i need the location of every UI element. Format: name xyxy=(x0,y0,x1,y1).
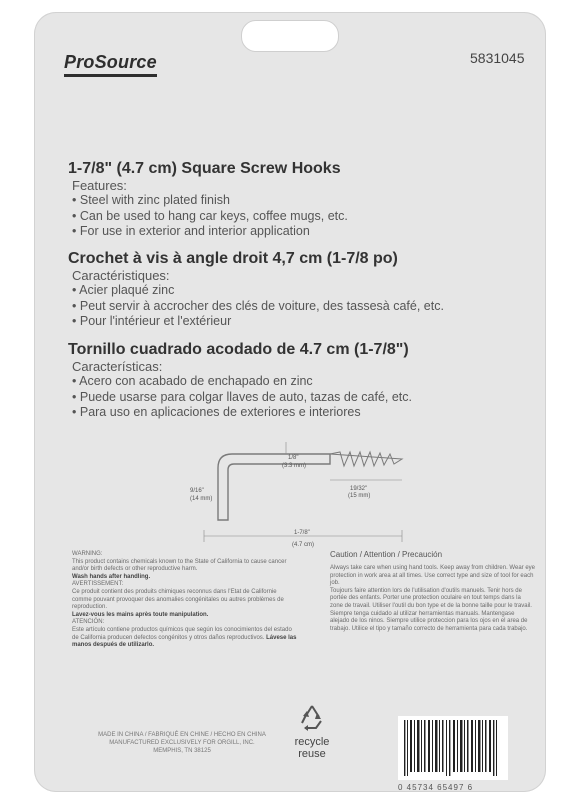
warning-fr-label: AVERTISSEMENT: xyxy=(72,581,124,588)
brand-logo: ProSource xyxy=(64,52,157,77)
spanish-feature-list xyxy=(68,374,538,421)
reuse-label: reuse xyxy=(298,748,326,760)
dim-thread-label: 1/8" xyxy=(288,455,299,461)
english-title: 1-7/8" (4.7 cm) Square Screw Hooks xyxy=(68,160,341,177)
caution-es: Siempre tenga cuidado al utilizar herramientas manuals. Mantengase alejado de los ninos. Siempre utilice proteccion para los ojos en el area de trabajo. Utilice el tipo y tamaño correcto de herramienta para cada trabajo. xyxy=(330,610,528,632)
dim-length-cm: (4.7 cm) xyxy=(292,542,315,548)
warning-es-text: Este artículo contiene productos químicos que según los conocimientos del estado de California producen defectos congénitos y otros daños reproductivos. xyxy=(72,626,292,641)
address-line: MEMPHIS, TN 38125 xyxy=(153,748,211,754)
hang-hole xyxy=(241,20,339,52)
caution-fr: Toujours faire attention lors de l'utilisation d'outils manuels. Tenir hors de portée des enfants. Porter une protection oculaire en tout temps dans la zone de travail. Utiliser l'outil du bon type et de la bonne taille pour le travail. xyxy=(330,587,532,609)
barcode xyxy=(398,716,508,780)
warning-fr-wash: Lavez-vous les mains après toute manipulation. xyxy=(72,611,209,618)
list-item: • Para uso en aplicaciones de exteriores e interiores xyxy=(72,405,538,421)
french-section xyxy=(68,250,538,330)
warning-es-wash: Lávese las manos después de utilizarlo. xyxy=(72,634,297,649)
recycle-badge xyxy=(287,703,337,760)
warning-es-label: ATENCIÓN: xyxy=(72,619,105,626)
list-item: • For use in exterior and interior application xyxy=(72,224,538,240)
list-item: • Acero con acabado de enchapado en zinc xyxy=(72,374,538,390)
warning-text: This product contains chemicals known to the State of California to cause cancer and/or birth defects or other reproductive harm. xyxy=(72,558,287,573)
warning-label: WARNING: xyxy=(72,551,103,557)
sku-number: 5831045 xyxy=(470,50,525,66)
origin-footer xyxy=(72,731,292,755)
spanish-section xyxy=(68,341,538,421)
warning-wash: Wash hands after handling. xyxy=(72,573,151,580)
english-features-label: Features: xyxy=(72,178,127,193)
dim-length-label: 1-7/8" xyxy=(294,530,310,536)
caution-en: Always take care when using hand tools. Keep away from children. Wear eye protection in work area at all times. Use correct type and size of tool for each job. xyxy=(330,565,535,587)
list-item: • Steel with zinc plated finish xyxy=(72,193,538,209)
list-item: • Puede usarse para colgar llaves de auto, tazas de café, etc. xyxy=(72,390,538,406)
list-item: • Acier plaqué zinc xyxy=(72,283,538,299)
dim-thread-mm: (3.3 mm) xyxy=(282,463,306,469)
dim-shank-mm: (15 mm) xyxy=(348,493,371,499)
french-title: Crochet à vis à angle droit 4,7 cm (1-7/8 po) xyxy=(68,250,398,267)
list-item: • Pour l'intérieur et l'extérieur xyxy=(72,314,538,330)
screw-hook-diagram xyxy=(190,440,450,560)
warning-fr-text: Ce produit contient des produits chimiques reconnus dans l'Etat de Californie comme pouvant provoquer des anomalies congénitales ou autres problèmes de reproduction. xyxy=(72,588,284,611)
recycle-label: recycle xyxy=(294,736,330,748)
list-item: • Peut servir à accrocher des clés de voiture, des tassesà café, etc. xyxy=(72,299,538,315)
caution-title: Caution / Attention / Precaución xyxy=(330,550,443,559)
english-feature-list xyxy=(68,193,538,240)
french-feature-list xyxy=(68,283,538,330)
english-section xyxy=(68,160,538,240)
origin-line: MADE IN CHINA / FABRIQUÉ EN CHINE / HECHO EN CHINA xyxy=(98,732,266,738)
spanish-features-label: Características: xyxy=(72,359,163,374)
caution-text xyxy=(330,565,535,633)
spanish-title: Tornillo cuadrado acodado de 4.7 cm (1-7/8") xyxy=(68,341,409,358)
dim-hook-label: 9/16" xyxy=(190,488,204,494)
dim-shank-label: 19/32" xyxy=(350,486,368,492)
prop65-warning xyxy=(72,551,297,650)
barcode-number: 0 45734 65497 6 xyxy=(398,783,474,792)
list-item: • Can be used to hang car keys, coffee mugs, etc. xyxy=(72,209,538,225)
dim-hook-mm: (14 mm) xyxy=(190,496,213,502)
manufacturer-line: MANUFACTURED EXCLUSIVELY FOR ORGILL, INC. xyxy=(109,740,255,746)
french-features-label: Caractéristiques: xyxy=(72,268,170,283)
recycle-icon xyxy=(297,703,327,731)
